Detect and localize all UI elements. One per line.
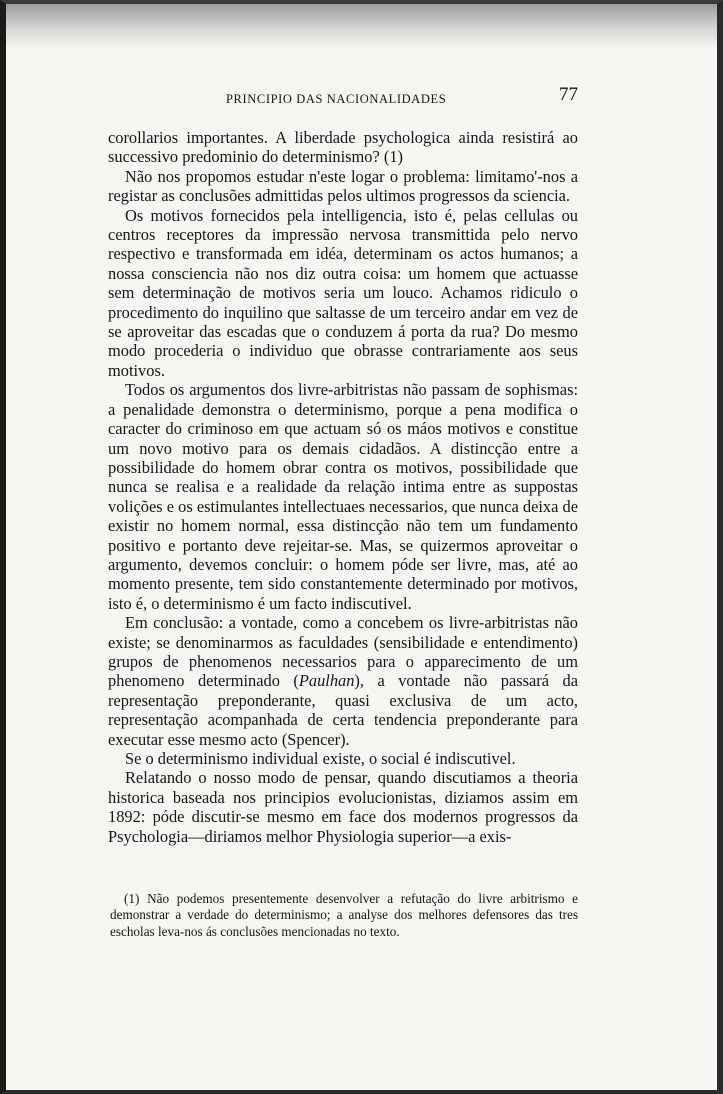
paragraph: Relatando o nosso modo de pensar, quando discutiamos a theoria historica baseada nos principios evolucionistas, diziamos assim em 1892: póde discutir-se mesmo em face dos modernos progressos da Psychologia—diriamos melhor Physiologia superior—a exis- [108, 768, 578, 846]
running-head: PRINCIPIO DAS NACIONALIDADES [226, 92, 447, 106]
paragraph: Os motivos fornecidos pela intelligencia, isto é, pelas cellulas ou centros receptores da impressão nervosa transmittida pelo nervo respectivo e transformada em idéa, determinam os actos humanos; a nossa consciencia não nos diz outra coisa: um homem que actuasse sem determinação de motivos seria um louco. Achamos ridiculo o procedimento do inquilino que saltasse de um terceiro andar em vez de se aproveitar das escadas que o conduzem á porta da rua? Do mesmo modo procederia o individuo que obrasse contrariamente aos seus motivos. [108, 205, 578, 380]
page-header [106, 84, 578, 108]
paragraph: corollarios importantes. A liberdade psychologica ainda resistirá ao successivo predominio do determinismo? (1) [108, 128, 578, 167]
page-number: 77 [559, 84, 578, 105]
citation-author: Paulhan [298, 671, 355, 691]
paragraph-text: ), a vontade não passará da representação preponderante, quasi exclusiva de um acto, representação acompanhada de certa tendencia preponderante para executar esse mesmo acto (Spencer). [108, 671, 579, 749]
paragraph: Todos os argumentos dos livre-arbitristas não passam de sophismas: a penalidade demonstra o determinismo, porque a pena modifica o caracter do criminoso em que actuam só os máos motivos e constitue um novo motivo para os demais cidadãos. A distincção entre a possibilidade do homem obrar contra os motivos, possibilidade que nunca se realisa e a realidade da relação intima entre as suppostas volições e os estimulantes intellectuaes necessarios, que nunca deixa de existir no homem normal, essa distincção não tem um fundamento positivo e portanto deve rejeitar-se. Mas, se quizermos aproveitar o argumento, devemos concluir: o homem póde ser livre, mas, até ao momento presente, tem sido constantemente determinado por motivos, isto é, o determinismo é um facto indiscutivel. [108, 380, 578, 613]
body-text [108, 128, 578, 846]
paragraph: Não nos propomos estudar n'este logar o problema: limitamo'-nos a registar as conclusões admittidas pelos ultimos progressos da sciencia. [108, 166, 578, 206]
paragraph [108, 613, 578, 749]
paragraph-text: Em conclusão: a vontade, como a concebem os livre-arbitristas não existe; se denominarmos as faculdades (sensibilidade e entendimento) grupos de phenomenos necessarios para o apparecimento de um phenomeno determinado ( [108, 613, 578, 691]
paragraph: Se o determinismo individual existe, o social é indiscutivel. [125, 749, 516, 768]
footnote [110, 891, 578, 940]
footnote-text: Não podemos presentemente desenvolver a refutação do livre arbitrismo e demonstrar a verdade do determinismo; a analyse dos melhores defensores das tres escholas leva-nos ás conclusões mencionadas no texto. [110, 891, 578, 939]
footnote-marker: (1) [124, 891, 140, 906]
